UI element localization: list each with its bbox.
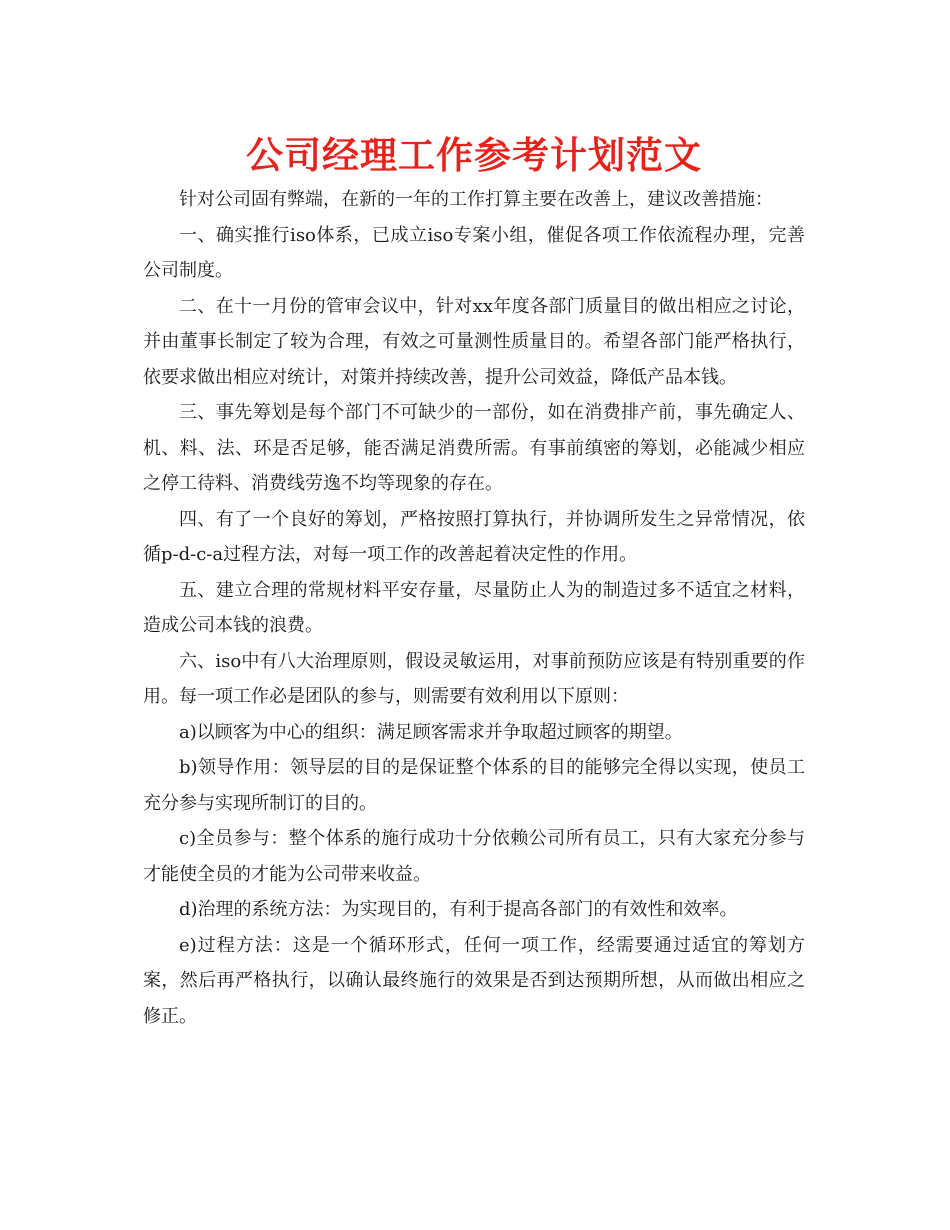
principle-e: e)过程方法：这是一个循环形式，任何一项工作，经需要通过适宜的筹划方案，然后再严格执行，以确认最终施行的效果是否到达预期所想，从而做出相应之修正。 bbox=[143, 934, 805, 1027]
paragraph-2: 二、在十一月份的管审会议中，针对xx年度各部门质量目的做出相应之讨论，并由董事长制定了较为合理，有效之可量测性质量目的。希望各部门能严格执行，依要求做出相应对统计，对策并持续改善，提升公司效益，降低产品本钱。 bbox=[143, 295, 805, 388]
principle-a: a)以顾客为中心的组织：满足顾客需求并争取超过顾客的期望。 bbox=[179, 721, 683, 743]
paragraph-3: 三、事先筹划是每个部门不可缺少的一部份，如在消费排产前，事先确定人、机、料、法、环是否足够，能否满足消费所需。有事前缜密的筹划，必能减少相应之停工待料、消费线劳逸不均等现象的存在。 bbox=[143, 402, 805, 494]
document-title: 公司经理工作参考计划范文 bbox=[246, 134, 702, 177]
paragraph-5: 五、建立合理的常规材料平安存量，尽量防止人为的制造过多不适宜之材料，造成公司本钱的浪费。 bbox=[143, 579, 805, 636]
principle-d: d)治理的系统方法：为实现目的，有利于提高各部门的有效性和效率。 bbox=[179, 899, 738, 920]
paragraph-1: 一、确实推行iso体系，已成立iso专案小组，催促各项工作依流程办理，完善公司制度。 bbox=[143, 224, 805, 281]
paragraph-6: 六、iso中有八大治理原则，假设灵敏运用，对事前预防应该是有特别重要的作用。每一项工作必是团队的参与，则需要有效利用以下原则： bbox=[143, 650, 805, 707]
principle-c: c)全员参与：整个体系的施行成功十分依赖公司所有员工，只有大家充分参与才能使全员的才能为公司带来收益。 bbox=[143, 828, 805, 885]
principle-b: b)领导作用：领导层的目的是保证整个体系的目的能够完全得以实现，使员工充分参与实现所制订的目的。 bbox=[143, 757, 805, 814]
document-page bbox=[143, 132, 805, 1034]
paragraph-4: 四、有了一个良好的筹划，严格按照打算执行，并协调所发生之异常情况，依循p-d-c-a过程方法，对每一项工作的改善起着决定性的作用。 bbox=[143, 508, 805, 565]
paragraph-intro: 针对公司固有弊端，在新的一年的工作打算主要在改善上，建议改善措施： bbox=[179, 189, 773, 210]
